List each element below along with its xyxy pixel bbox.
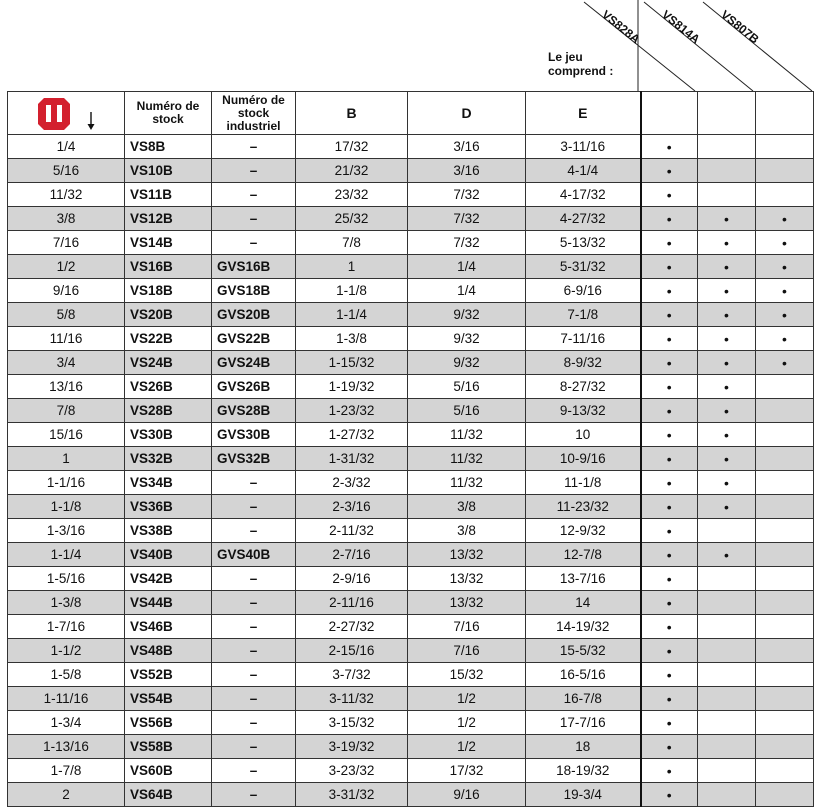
size-cell: 7/8 — [8, 399, 125, 423]
table-row — [8, 135, 814, 159]
industrial-stock-cell: – — [212, 591, 296, 615]
kit-vs814a-mark: • — [698, 375, 756, 399]
dimension-d-cell: 13/32 — [408, 543, 526, 567]
dimension-e-cell: 17-7/16 — [526, 711, 641, 735]
column-b-header: B — [296, 92, 408, 135]
dimension-b-cell: 2-27/32 — [296, 615, 408, 639]
industrial-stock-cell: GVS32B — [212, 447, 296, 471]
down-arrow-icon — [88, 112, 95, 130]
size-cell: 3/4 — [8, 351, 125, 375]
industrial-stock-cell: – — [212, 687, 296, 711]
kit-vs828a-mark: • — [641, 711, 698, 735]
table-row — [8, 711, 814, 735]
table-row — [8, 423, 814, 447]
dimension-d-cell: 3/8 — [408, 519, 526, 543]
kit-vs828a-mark: • — [641, 471, 698, 495]
kit-vs814a-mark: • — [698, 447, 756, 471]
kit-vs807b-mark — [756, 447, 814, 471]
industrial-stock-cell: – — [212, 519, 296, 543]
kit-vs807b-mark — [756, 423, 814, 447]
industrial-stock-cell: – — [212, 207, 296, 231]
dimension-d-cell: 7/32 — [408, 207, 526, 231]
dimension-d-cell: 9/32 — [408, 303, 526, 327]
dimension-b-cell: 3-11/32 — [296, 687, 408, 711]
kit-vs828a-mark: • — [641, 591, 698, 615]
kit-vs807b-column-header — [756, 92, 814, 135]
dimension-b-cell: 2-7/16 — [296, 543, 408, 567]
kit-vs828a-mark: • — [641, 615, 698, 639]
kit-label-vs828a: VS828A — [599, 7, 643, 47]
kit-vs814a-mark: • — [698, 207, 756, 231]
dimension-d-cell: 5/16 — [408, 375, 526, 399]
industrial-stock-cell: – — [212, 183, 296, 207]
size-cell: 7/16 — [8, 231, 125, 255]
kit-vs828a-mark: • — [641, 327, 698, 351]
set-includes-label: Le jeu comprend : — [548, 50, 614, 78]
dimension-b-cell: 1-3/8 — [296, 327, 408, 351]
kit-vs814a-mark — [698, 759, 756, 783]
dimension-e-cell: 12-7/8 — [526, 543, 641, 567]
size-cell: 2 — [8, 783, 125, 807]
stock-number-cell: VS30B — [125, 423, 212, 447]
kit-vs807b-mark: • — [756, 327, 814, 351]
kit-vs828a-mark: • — [641, 495, 698, 519]
dimension-b-cell: 2-15/16 — [296, 639, 408, 663]
dimension-e-cell: 18 — [526, 735, 641, 759]
table-row — [8, 279, 814, 303]
dimension-b-cell: 3-7/32 — [296, 663, 408, 687]
column-d-header: D — [408, 92, 526, 135]
kit-vs814a-mark — [698, 567, 756, 591]
kit-vs807b-mark — [756, 495, 814, 519]
industrial-stock-cell: – — [212, 495, 296, 519]
kit-vs807b-mark — [756, 663, 814, 687]
size-cell: 5/16 — [8, 159, 125, 183]
dimension-b-cell: 1-27/32 — [296, 423, 408, 447]
kit-vs814a-mark: • — [698, 351, 756, 375]
kit-vs814a-mark — [698, 183, 756, 207]
dimension-b-cell: 1-1/8 — [296, 279, 408, 303]
stock-number-cell: VS56B — [125, 711, 212, 735]
kit-vs828a-mark: • — [641, 375, 698, 399]
size-cell: 1-3/16 — [8, 519, 125, 543]
kit-header — [0, 0, 819, 92]
stock-number-cell: VS38B — [125, 519, 212, 543]
dimension-d-cell: 1/2 — [408, 711, 526, 735]
stock-number-cell: VS10B — [125, 159, 212, 183]
dimension-e-cell: 7-1/8 — [526, 303, 641, 327]
kit-vs814a-mark — [698, 735, 756, 759]
size-cell: 13/16 — [8, 375, 125, 399]
stock-number-cell: VS32B — [125, 447, 212, 471]
dimension-e-cell: 12-9/32 — [526, 519, 641, 543]
industrial-stock-cell: – — [212, 231, 296, 255]
kit-vs807b-mark — [756, 615, 814, 639]
industrial-stock-header: Numéro de stock industriel — [212, 92, 296, 135]
product-table — [7, 91, 814, 807]
dimension-d-cell: 11/32 — [408, 423, 526, 447]
stock-number-cell: VS16B — [125, 255, 212, 279]
kit-vs814a-mark: • — [698, 327, 756, 351]
size-cell: 1 — [8, 447, 125, 471]
table-row — [8, 183, 814, 207]
stock-number-cell: VS36B — [125, 495, 212, 519]
table-row — [8, 663, 814, 687]
industrial-stock-cell: GVS30B — [212, 423, 296, 447]
kit-vs807b-mark — [756, 135, 814, 159]
dimension-d-cell: 5/16 — [408, 399, 526, 423]
stock-number-cell: VS34B — [125, 471, 212, 495]
table-row — [8, 375, 814, 399]
kit-vs828a-mark: • — [641, 735, 698, 759]
dimension-e-cell: 11-23/32 — [526, 495, 641, 519]
industrial-stock-cell: GVS22B — [212, 327, 296, 351]
dimension-b-cell: 25/32 — [296, 207, 408, 231]
kit-vs814a-mark — [698, 783, 756, 807]
dimension-d-cell: 15/32 — [408, 663, 526, 687]
stock-number-cell: VS18B — [125, 279, 212, 303]
dimension-d-cell: 9/32 — [408, 351, 526, 375]
kit-vs814a-mark — [698, 519, 756, 543]
stock-number-cell: VS44B — [125, 591, 212, 615]
dimension-d-cell: 11/32 — [408, 447, 526, 471]
size-cell: 1-1/2 — [8, 639, 125, 663]
size-cell: 1-7/8 — [8, 759, 125, 783]
stock-number-cell: VS60B — [125, 759, 212, 783]
stock-number-cell: VS46B — [125, 615, 212, 639]
table-row — [8, 543, 814, 567]
kit-vs814a-mark — [698, 615, 756, 639]
kit-vs814a-mark: • — [698, 399, 756, 423]
industrial-stock-cell: – — [212, 663, 296, 687]
kit-vs828a-mark: • — [641, 567, 698, 591]
size-cell: 1-3/8 — [8, 591, 125, 615]
dimension-e-cell: 8-9/32 — [526, 351, 641, 375]
dimension-b-cell: 3-31/32 — [296, 783, 408, 807]
kit-vs814a-mark — [698, 711, 756, 735]
stock-number-cell: VS42B — [125, 567, 212, 591]
table-row — [8, 207, 814, 231]
kit-vs828a-mark: • — [641, 687, 698, 711]
stock-number-cell: VS24B — [125, 351, 212, 375]
dimension-e-cell: 4-27/32 — [526, 207, 641, 231]
table-row — [8, 783, 814, 807]
dimension-d-cell: 11/32 — [408, 471, 526, 495]
dimension-b-cell: 1-15/32 — [296, 351, 408, 375]
kit-vs807b-mark — [756, 591, 814, 615]
size-cell: 1-5/16 — [8, 567, 125, 591]
size-cell: 15/16 — [8, 423, 125, 447]
size-cell: 1-13/16 — [8, 735, 125, 759]
industrial-stock-cell: GVS18B — [212, 279, 296, 303]
table-row — [8, 567, 814, 591]
kit-label-vs814a: VS814A — [659, 7, 703, 47]
table-row — [8, 399, 814, 423]
dimension-d-cell: 13/32 — [408, 591, 526, 615]
kit-vs828a-mark: • — [641, 399, 698, 423]
industrial-stock-cell: GVS16B — [212, 255, 296, 279]
stock-number-cell: VS12B — [125, 207, 212, 231]
table-row — [8, 255, 814, 279]
table-row — [8, 303, 814, 327]
stock-number-cell: VS52B — [125, 663, 212, 687]
kit-vs828a-mark: • — [641, 543, 698, 567]
kit-vs807b-mark — [756, 519, 814, 543]
dimension-b-cell: 1-1/4 — [296, 303, 408, 327]
dimension-e-cell: 10 — [526, 423, 641, 447]
table-row — [8, 591, 814, 615]
dimension-b-cell: 1-31/32 — [296, 447, 408, 471]
stock-number-cell: VS64B — [125, 783, 212, 807]
dimension-b-cell: 2-3/16 — [296, 495, 408, 519]
stock-number-cell: VS28B — [125, 399, 212, 423]
industrial-stock-cell: – — [212, 135, 296, 159]
industrial-stock-cell: GVS28B — [212, 399, 296, 423]
table-row — [8, 159, 814, 183]
dimension-d-cell: 3/16 — [408, 135, 526, 159]
dimension-e-cell: 4-1/4 — [526, 159, 641, 183]
kit-vs807b-mark — [756, 783, 814, 807]
kit-vs828a-mark: • — [641, 447, 698, 471]
industrial-stock-cell: GVS40B — [212, 543, 296, 567]
kit-vs807b-mark: • — [756, 351, 814, 375]
dimension-e-cell: 19-3/4 — [526, 783, 641, 807]
kit-vs828a-mark: • — [641, 759, 698, 783]
kit-vs814a-mark — [698, 663, 756, 687]
dimension-b-cell: 3-23/32 — [296, 759, 408, 783]
size-cell: 11/32 — [8, 183, 125, 207]
industrial-stock-cell: GVS26B — [212, 375, 296, 399]
dimension-e-cell: 9-13/32 — [526, 399, 641, 423]
size-cell: 9/16 — [8, 279, 125, 303]
stock-number-cell: VS26B — [125, 375, 212, 399]
size-cell: 1/2 — [8, 255, 125, 279]
kit-vs814a-mark: • — [698, 303, 756, 327]
kit-vs828a-mark: • — [641, 639, 698, 663]
dimension-b-cell: 2-3/32 — [296, 471, 408, 495]
dimension-b-cell: 17/32 — [296, 135, 408, 159]
table-row — [8, 231, 814, 255]
kit-vs828a-mark: • — [641, 663, 698, 687]
dimension-e-cell: 6-9/16 — [526, 279, 641, 303]
kit-vs807b-mark — [756, 399, 814, 423]
kit-vs807b-mark — [756, 375, 814, 399]
dimension-e-cell: 13-7/16 — [526, 567, 641, 591]
dimension-b-cell: 21/32 — [296, 159, 408, 183]
size-cell: 1-1/4 — [8, 543, 125, 567]
stock-number-cell: VS58B — [125, 735, 212, 759]
kit-vs814a-column-header — [698, 92, 756, 135]
kit-vs814a-mark: • — [698, 495, 756, 519]
dimension-e-cell: 14 — [526, 591, 641, 615]
kit-vs807b-mark: • — [756, 207, 814, 231]
table-row — [8, 615, 814, 639]
size-cell: 1-3/4 — [8, 711, 125, 735]
size-cell: 1-1/8 — [8, 495, 125, 519]
dimension-d-cell: 17/32 — [408, 759, 526, 783]
dimension-b-cell: 1-19/32 — [296, 375, 408, 399]
dimension-d-cell: 9/16 — [408, 783, 526, 807]
kit-vs807b-mark — [756, 567, 814, 591]
industrial-stock-cell: – — [212, 159, 296, 183]
kit-vs807b-mark — [756, 183, 814, 207]
kit-vs814a-mark — [698, 639, 756, 663]
table-row — [8, 351, 814, 375]
kit-vs807b-mark: • — [756, 231, 814, 255]
industrial-stock-cell: – — [212, 567, 296, 591]
kit-vs814a-mark: • — [698, 471, 756, 495]
dimension-b-cell: 1 — [296, 255, 408, 279]
dimension-d-cell: 1/2 — [408, 735, 526, 759]
kit-vs814a-mark: • — [698, 255, 756, 279]
dimension-b-cell: 2-9/16 — [296, 567, 408, 591]
dimension-d-cell: 7/32 — [408, 231, 526, 255]
dimension-e-cell: 16-5/16 — [526, 663, 641, 687]
dimension-e-cell: 7-11/16 — [526, 327, 641, 351]
size-cell: 1-7/16 — [8, 615, 125, 639]
column-e-header: E — [526, 92, 641, 135]
table-row — [8, 519, 814, 543]
dimension-d-cell: 1/2 — [408, 687, 526, 711]
industrial-stock-cell: GVS20B — [212, 303, 296, 327]
table-row — [8, 735, 814, 759]
kit-vs814a-mark — [698, 687, 756, 711]
dimension-b-cell: 7/8 — [296, 231, 408, 255]
kit-vs828a-mark: • — [641, 783, 698, 807]
kit-vs828a-mark: • — [641, 183, 698, 207]
stock-number-cell: VS22B — [125, 327, 212, 351]
size-cell: 1-1/16 — [8, 471, 125, 495]
kit-vs814a-mark — [698, 591, 756, 615]
dimension-d-cell: 3/8 — [408, 495, 526, 519]
dimension-d-cell: 13/32 — [408, 567, 526, 591]
industrial-stock-cell: – — [212, 759, 296, 783]
table-row — [8, 687, 814, 711]
kit-label-vs807b: VS807B — [718, 7, 762, 47]
size-cell: 1/4 — [8, 135, 125, 159]
dimension-e-cell: 14-19/32 — [526, 615, 641, 639]
dimension-d-cell: 7/16 — [408, 615, 526, 639]
dimension-d-cell: 7/16 — [408, 639, 526, 663]
kit-vs814a-mark — [698, 159, 756, 183]
kit-vs807b-mark — [756, 711, 814, 735]
dimension-e-cell: 3-11/16 — [526, 135, 641, 159]
kit-vs807b-mark — [756, 759, 814, 783]
industrial-stock-cell: GVS24B — [212, 351, 296, 375]
industrial-stock-cell: – — [212, 735, 296, 759]
kit-vs807b-mark — [756, 543, 814, 567]
kit-vs828a-column-header — [641, 92, 698, 135]
dimension-b-cell: 2-11/16 — [296, 591, 408, 615]
dimension-e-cell: 10-9/16 — [526, 447, 641, 471]
industrial-stock-cell: – — [212, 471, 296, 495]
dimension-e-cell: 15-5/32 — [526, 639, 641, 663]
kit-vs828a-mark: • — [641, 303, 698, 327]
kit-vs828a-mark: • — [641, 159, 698, 183]
size-cell: 3/8 — [8, 207, 125, 231]
stock-number-cell: VS48B — [125, 639, 212, 663]
dimension-e-cell: 5-31/32 — [526, 255, 641, 279]
stock-number-cell: VS11B — [125, 183, 212, 207]
kit-vs828a-mark: • — [641, 423, 698, 447]
dimension-d-cell: 3/16 — [408, 159, 526, 183]
dimension-d-cell: 9/32 — [408, 327, 526, 351]
kit-vs814a-mark — [698, 135, 756, 159]
kit-vs807b-mark — [756, 471, 814, 495]
kit-vs814a-mark: • — [698, 423, 756, 447]
kit-vs807b-mark — [756, 639, 814, 663]
size-cell: 11/16 — [8, 327, 125, 351]
kit-vs828a-mark: • — [641, 135, 698, 159]
kit-vs828a-mark: • — [641, 519, 698, 543]
industrial-stock-cell: – — [212, 783, 296, 807]
dimension-e-cell: 8-27/32 — [526, 375, 641, 399]
kit-vs807b-mark — [756, 735, 814, 759]
dimension-b-cell: 3-19/32 — [296, 735, 408, 759]
stock-number-cell: VS8B — [125, 135, 212, 159]
table-row — [8, 639, 814, 663]
stock-number-cell: VS14B — [125, 231, 212, 255]
size-cell: 5/8 — [8, 303, 125, 327]
dimension-d-cell: 7/32 — [408, 183, 526, 207]
industrial-stock-cell: – — [212, 711, 296, 735]
kit-vs828a-mark: • — [641, 255, 698, 279]
dimension-b-cell: 2-11/32 — [296, 519, 408, 543]
table-row — [8, 471, 814, 495]
stock-number-cell: VS20B — [125, 303, 212, 327]
industrial-stock-cell: – — [212, 639, 296, 663]
dimension-e-cell: 11-1/8 — [526, 471, 641, 495]
table-row — [8, 447, 814, 471]
stock-number-header: Numéro de stock — [125, 92, 212, 135]
size-cell: 1-5/8 — [8, 663, 125, 687]
dimension-e-cell: 16-7/8 — [526, 687, 641, 711]
kit-vs807b-mark: • — [756, 255, 814, 279]
kit-vs814a-mark: • — [698, 231, 756, 255]
size-header — [8, 92, 125, 135]
dimension-e-cell: 4-17/32 — [526, 183, 641, 207]
dimension-b-cell: 1-23/32 — [296, 399, 408, 423]
dimension-d-cell: 1/4 — [408, 255, 526, 279]
dimension-e-cell: 5-13/32 — [526, 231, 641, 255]
kit-vs828a-mark: • — [641, 279, 698, 303]
kit-vs828a-mark: • — [641, 351, 698, 375]
industrial-stock-cell: – — [212, 615, 296, 639]
kit-vs807b-mark: • — [756, 303, 814, 327]
stock-number-cell: VS40B — [125, 543, 212, 567]
size-cell: 1-11/16 — [8, 687, 125, 711]
brand-logo-icon — [36, 96, 98, 132]
dimension-d-cell: 1/4 — [408, 279, 526, 303]
kit-vs814a-mark: • — [698, 543, 756, 567]
kit-vs807b-mark: • — [756, 279, 814, 303]
dimension-b-cell: 23/32 — [296, 183, 408, 207]
table-row — [8, 759, 814, 783]
table-row — [8, 327, 814, 351]
table-row — [8, 495, 814, 519]
dimension-b-cell: 3-15/32 — [296, 711, 408, 735]
kit-vs814a-mark: • — [698, 279, 756, 303]
dimension-e-cell: 18-19/32 — [526, 759, 641, 783]
kit-vs807b-mark — [756, 159, 814, 183]
kit-vs828a-mark: • — [641, 231, 698, 255]
stock-number-cell: VS54B — [125, 687, 212, 711]
kit-vs807b-mark — [756, 687, 814, 711]
kit-vs828a-mark: • — [641, 207, 698, 231]
